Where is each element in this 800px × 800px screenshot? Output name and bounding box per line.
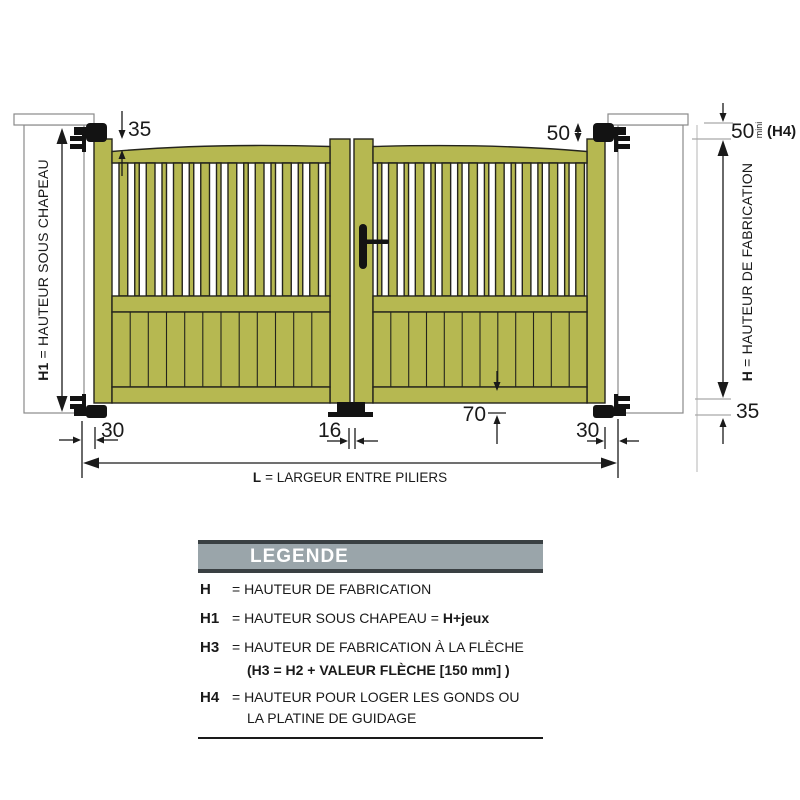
reference-lines xyxy=(692,123,733,472)
legend-text-h: = HAUTEUR DE FABRICATION xyxy=(232,581,432,597)
dim-16-label: 16 xyxy=(318,419,342,442)
dim-30-left-label: 30 xyxy=(101,419,125,442)
dim-h4-value: 50 xyxy=(731,120,755,143)
legend-text-h4: = HAUTEUR POUR LOGER LES GONDS OU xyxy=(232,689,520,705)
dim-35-bottom-label: 35 xyxy=(736,400,760,423)
dim-30-left xyxy=(59,419,124,478)
legend-key-h3: H3 xyxy=(200,639,220,656)
legend-key-h1: H1 xyxy=(200,610,220,627)
dim-h4-mini: mini xyxy=(754,121,764,139)
dim-30-right xyxy=(576,419,639,478)
right-pillar xyxy=(608,114,688,413)
center-stop-plate xyxy=(328,402,373,417)
legend-text-h4-line2: LA PLATINE DE GUIDAGE xyxy=(247,710,417,726)
dim-35-top-label: 35 xyxy=(128,118,152,141)
legend-row-h4 xyxy=(198,689,543,706)
l-width-label: L = LARGEUR ENTRE PILIERS xyxy=(252,470,448,485)
legend-key-h4: H4 xyxy=(200,689,220,706)
legend-text-h1: = HAUTEUR SOUS CHAPEAU = H+jeux xyxy=(232,610,490,626)
dim-50-top xyxy=(547,122,582,145)
legend-row-h1 xyxy=(198,610,543,627)
handle-icon xyxy=(359,224,389,269)
legend-divider xyxy=(198,737,543,739)
dim-h4 xyxy=(720,103,797,143)
dim-50-top-label: 50 xyxy=(546,122,570,145)
legend-row-h3 xyxy=(198,639,543,656)
dim-30-right-label: 30 xyxy=(576,419,600,442)
legend-key-h: H xyxy=(200,581,211,598)
dim-70-label: 70 xyxy=(462,403,486,426)
legend-note-h3: (H3 = H2 + VALEUR FLÈCHE [150 mm] ) xyxy=(247,662,510,678)
legend-row-h xyxy=(198,581,543,598)
gate-left-leaf xyxy=(94,139,350,403)
dim-35-bottom xyxy=(720,400,760,444)
h1-axis-label: H1= HAUTEUR SOUS CHAPEAU xyxy=(35,159,51,381)
dim-h4-label: (H4) xyxy=(767,123,797,140)
gate-right-leaf xyxy=(354,139,605,403)
dim-16 xyxy=(318,419,378,449)
legend-text-h3: = HAUTEUR DE FABRICATION À LA FLÈCHE xyxy=(232,639,524,655)
legend-title: LEGENDE xyxy=(250,545,349,567)
left-pillar xyxy=(14,114,94,413)
dim-l-width xyxy=(83,458,617,486)
legend xyxy=(198,540,543,739)
legend-header xyxy=(198,540,543,573)
dim-h-axis xyxy=(718,140,756,398)
h-axis-label: H= HAUTEUR DE FABRICATION xyxy=(739,162,755,382)
